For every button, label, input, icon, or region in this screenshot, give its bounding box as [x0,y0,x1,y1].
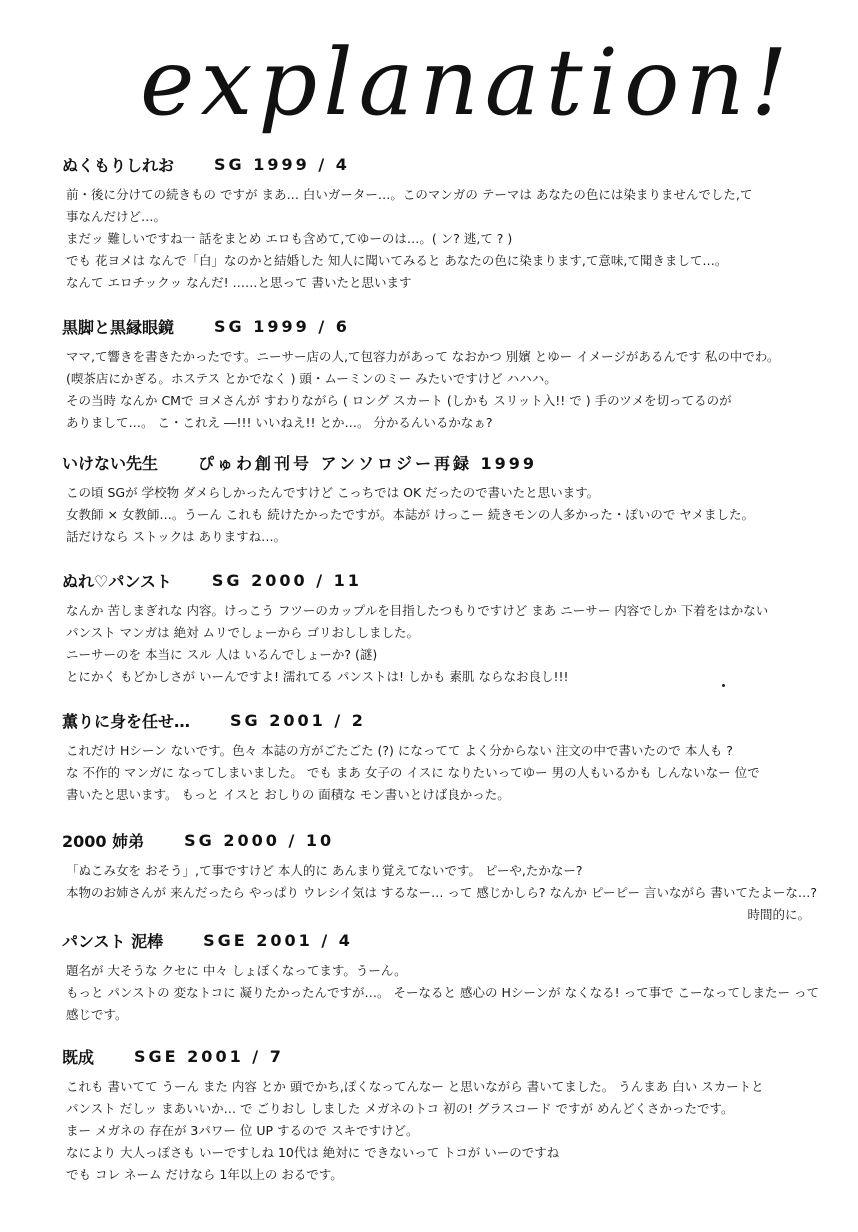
entry-title: 黒脚と黒縁眼鏡 [62,317,175,337]
entry-publication: SGE 2001 / 7 [134,1046,284,1066]
entry-title: いけない先生 [62,453,159,473]
body-line: パンスト マンガは 絶対 ムリでしょーから ゴリおししました。 [66,625,420,640]
entry-body [66,184,826,294]
entry-heading [62,1042,284,1070]
body-line: もっと パンストの 変なトコに 凝りたかったんですが…。 そーなると 感心の Hシーンが なくなる! って事で こーなってしまたー って [66,985,820,1000]
entry-publication: SG 2000 / 11 [211,570,362,590]
body-line: ママ,て響きを書きたかったです。ニーサー店の人,て包容力があって なおかつ 別嬪 とゆー イメージがあるんです 私の中でわ。 [66,349,780,364]
page-title: explanation! [140,29,794,136]
body-line: この頃 SGが 学校物 ダメらしかったんですけど こっちでは OK だったので書いたと思います。 [66,485,600,500]
body-line: でも コレ ネーム だけなら 1年以上の おるです。 [66,1167,343,1182]
entry-body [66,740,826,806]
body-line: 題名が 大そうな クセに 中々 しょぼくなってます。うーん。 [66,963,407,978]
entry-heading [62,926,353,954]
entry-title: パンスト 泥棒 [62,931,164,951]
entry-body [66,960,826,1026]
entry-heading [62,826,334,854]
body-line: 事なんだけど…。 [66,209,167,224]
entry-title: ぬれ♡パンスト [62,571,172,591]
body-line: まー メガネの 存在が 3パワー 位 UP するので スキですけど。 [66,1123,419,1138]
entry-title: 薫りに身を任せ… [62,711,191,731]
body-line: なんて エロチックッ なんだ! ……と思って 書いたと思います [66,275,412,290]
body-line: その当時 なんか CMで ヨメさんが すわりながら ( ロング スカート (しかも スリット入!! で ) 手のツメを切ってるのが [66,393,732,408]
entry-body [66,482,826,548]
body-line: これも 書いてて うーん また 内容 とか 頭でかち,ぽくなってんなー と思いながら 書いてました。 うんまあ 白い スカートと [66,1079,764,1094]
body-line: とにかく もどかしさが いーんですよ! 濡れてる パンストは! しかも 素肌 ならなお良し!!! [66,669,569,684]
entry-publication: SG 2001 / 2 [230,710,366,730]
entry-body [66,600,826,688]
entry-heading [62,150,350,178]
speck-mark [722,684,725,687]
entry-heading [62,448,537,476]
entry-heading [62,566,362,594]
body-line: な 不作的 マンガに なってしまいました。 でも まあ 女子の イスに なりたいってゆー 男の人もいるかも しんないなー 位で [66,765,760,780]
entry-title: 既成 [62,1047,95,1067]
entry-body [66,1076,826,1186]
entry-publication: SG 1999 / 6 [214,316,350,336]
entry-body [66,860,826,926]
body-line: まだッ 難しいですね一 話をまとめ エロも含めて,てゆーのは…。( ン? 逃,て ? ) [66,231,513,246]
entry-title: 2000 姉弟 [62,831,145,851]
body-line: ありまして…。 こ・これえ ―!!! いいねえ!! とか…。 分かるんいるかなぁ? [66,415,493,430]
body-line: 書いたと思います。 もっと イスと おしりの 面積な モン書いとけば良かった。 [66,787,510,802]
body-line: これだけ Hシーン ないです。色々 本誌の方がごたごた (?) になってて よく分からない 注文の中で書いたので 本人も ? [66,743,733,758]
entry-publication: SGE 2001 / 4 [203,930,353,950]
entry-publication: ぴゅわ創刊号 アンソロジー再録 1999 [198,453,538,473]
body-line: なにより 大人っぽさも いーですしね 10代は 絶対に できないって トコが いーのですね [66,1145,560,1160]
body-line: 女教師 × 女教師…。うーん これも 続けたかったですが。本誌が けっこー 続きモンの人多かった・ぽいので ヤメました。 [66,507,755,522]
body-line: 前・後に分けての続きもの ですが まあ… 白いガーター…。このマンガの テーマは あなたの色には染まりませんでした,て [66,187,753,202]
body-line: 感じです。 [66,1007,128,1022]
body-line: 「ぬこみ女を おそう」,て事ですけど 本人的に あんまり覚えてないです。 ピーや,たかなー? [66,863,583,878]
entry-publication: SG 2000 / 10 [184,830,335,850]
entry-publication: SG 1999 / 4 [214,154,350,174]
entry-heading [62,312,350,340]
entry-title: ぬくもりしれお [62,155,175,175]
entry-heading [62,706,366,734]
body-line: (喫茶店にかぎる。ホステス とかでなく ) 頭・ムーミンのミー みたいですけど ハハハ。 [66,371,557,386]
body-line: 本物のお姉さんが 来んだったら やっぱり ウレシイ気は するなー… って 感じかしら? なんか ピーピー 言いながら 書いてたよーな…? [66,885,818,900]
body-line: ニーサーのを 本当に スル 人は いるんでしょーか? (謎) [66,647,378,662]
body-line: 時間的に。 [747,907,810,922]
body-line: パンスト だしッ まあいいか… で ごりおし しました メガネのトコ 初の! グラスコード ですが めんどくさかったです。 [66,1101,734,1116]
entry-body [66,346,826,434]
body-line: でも 花ヨメは なんで「白」なのかと結婚した 知人に聞いてみると あなたの色に染まります,て意味,て聞きまして…。 [66,253,728,268]
body-line: 話だけなら ストックは ありますね…。 [66,529,287,544]
body-line: なんか 苦しまぎれな 内容。けっこう フツーのカップルを目指したつもりですけど まあ ニーサー 内容でしか 下着をはかない [66,603,769,618]
